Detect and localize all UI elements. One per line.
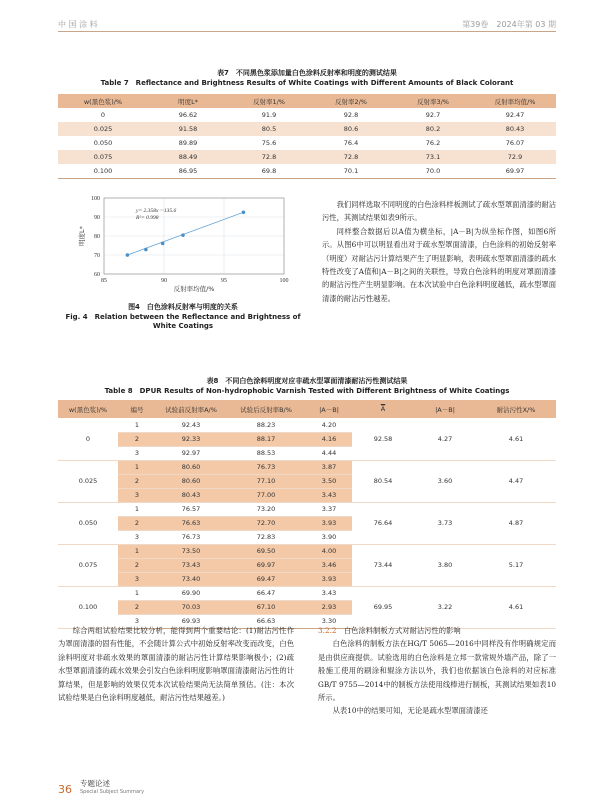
table8-w-cell: 0.100	[58, 586, 118, 628]
table8-header-cell: |A－B|	[414, 400, 476, 418]
table-row	[58, 460, 556, 474]
table8-header-cell: 耐沾污性X/%	[476, 400, 556, 418]
table7-header-cell: 反射率1/%	[228, 94, 310, 108]
table7-cell: 0.100	[58, 164, 148, 178]
table8-cell: 1	[118, 460, 156, 474]
table8-cell: 70.03	[156, 600, 226, 614]
table8-cell: 3.46	[306, 558, 352, 572]
table8-x-cell: 5.17	[476, 544, 556, 586]
paragraph: 综合两组试验结果比较分析，能得到两个重要结论：(1)耐沾污性作为罩面清漆的固有性能，不会随计算公式中初始反射率改变而改变，白色涂料明度对非疏水效果的罩面清漆的耐沾污性计算结果影响极小；(2)疏水型罩面清漆的疏水效果会引发白色涂料明度影响罩面清漆耐沾污性的计算结果，但是影响的效果仅凭本次试验结果尚无法简单预估。(注：本次试验结果是白色涂料明度越低，耐沾污性结果越差。)	[58, 626, 294, 703]
equation-label: y= 2.358x－135.6	[136, 208, 177, 214]
table8-cell: 3	[118, 446, 156, 460]
table8-caption-cn: 表8 不同白色涂料明度对应非疏水型罩面清漆耐沾污性测试结果	[206, 377, 408, 385]
table8-caption-en: Table 8 DPUR Results of Non-hydrophobic Varnish Tested with Different Brightness of White Coatings	[104, 387, 510, 395]
table-row	[58, 544, 556, 558]
table7-cell: 86.95	[148, 164, 228, 178]
table8-cell: 76.57	[156, 502, 226, 516]
table8-avgD-cell: 3.22	[414, 586, 476, 628]
table8-avgA-cell: 92.58	[352, 418, 414, 460]
table8-x-cell: 4.61	[476, 418, 556, 460]
y-tick-label: 100	[91, 196, 100, 202]
table7-cell: 80.6	[310, 122, 392, 136]
table7-caption-cn: 表7 不同黑色浆添加量白色涂料反射率和明度的测试结果	[217, 69, 397, 77]
section-title: 白色涂料制板方式对耐沾污性的影响	[343, 626, 461, 635]
table8-cell: 2	[118, 474, 156, 488]
table8-cell: 4.16	[306, 432, 352, 446]
table8-cell: 3	[118, 488, 156, 502]
table8-w-cell: 0	[58, 418, 118, 460]
table7-cell: 76.07	[505, 139, 525, 147]
table8-cell: 66.63	[226, 614, 306, 628]
table8-cell: 69.47	[226, 572, 306, 586]
y-tick-label: 70	[94, 253, 100, 259]
table8-avgA-cell: 80.54	[352, 460, 414, 502]
table8-cell: 66.47	[226, 586, 306, 600]
table8-cell: 72.70	[226, 516, 306, 530]
running-header	[58, 10, 556, 30]
table8-cell: 3	[118, 572, 156, 586]
x-axis-label: 反射率均值/%	[173, 285, 215, 293]
table7-cell: 69.8	[228, 164, 310, 178]
table-row	[58, 150, 556, 164]
y-tick-label: 80	[94, 234, 100, 240]
table7-header-cell: 反射率2/%	[310, 94, 392, 108]
table8-avgD-cell: 4.27	[414, 418, 476, 460]
table8-cell: 2	[118, 432, 156, 446]
table8-w-cell: 0.075	[58, 544, 118, 586]
table8-x-cell: 4.87	[476, 502, 556, 544]
table7-cell: 80.5	[228, 122, 310, 136]
table8-cell: 76.63	[156, 516, 226, 530]
table8-cell: 2	[118, 558, 156, 572]
table8-cell: 73.40	[156, 572, 226, 586]
table8-cell: 92.33	[156, 432, 226, 446]
footer-subtitle: Special Subject Summary	[80, 789, 145, 795]
table8-avgD-cell: 3.80	[414, 544, 476, 586]
paragraph: 白色涂料的制板方法在HG/T 5065—2016中同样没有作明确规定而是由供应商提供。试验选用的白色涂料是立邦一款常规外墙产品，除了一般施工使用的刷涂和辊涂方法以外，我们也依据该白色涂料的对应标准GB/T 9755—2014中的制板方法使用线棒进行制板，其测试结果如表10所示。	[318, 639, 556, 703]
table8-cell: 3.87	[306, 460, 352, 474]
r2-label: R²= 0.998	[136, 215, 159, 221]
table8-cell: 80.60	[156, 474, 226, 488]
table7-cell: 91.58	[148, 122, 228, 136]
table8-cell: 73.43	[156, 558, 226, 572]
table8-header-cell: 试验前反射率A/%	[156, 400, 226, 418]
data-point	[242, 211, 246, 215]
data-point	[144, 248, 148, 252]
table8-cell: 76.73	[156, 530, 226, 544]
paragraph: 同样整合数据后以A值为横坐标，|A－B|为纵坐标作图，如图6所示。从图6中可以明显看出对于疏水型罩面清漆，白色涂料的初始反射率（明度）对耐沾污计算结果产生了明显影响，表明疏水型罩面清漆的疏水特性改变了A值和|A－B|之间的关联性，导致白色涂料的明度对罩面清漆的耐沾污性产生明显影响。在本次试验中白色涂料明度越低，疏水型罩面清漆的耐沾污性越差。	[322, 226, 556, 303]
x-tick-label: 85	[101, 278, 107, 284]
table-row	[58, 122, 556, 136]
table7-cell: 92.7	[425, 111, 441, 119]
table-row	[58, 108, 556, 122]
table8-w-cell: 0.025	[58, 460, 118, 502]
figure4-caption	[58, 303, 308, 332]
x-tick-label: 90	[161, 278, 167, 284]
table8-header-cell: A̅	[352, 400, 414, 418]
table8-cell: 77.00	[226, 488, 306, 502]
table7-cell: 72.8	[228, 150, 310, 164]
table8	[58, 400, 556, 629]
table7-cell: 80.43	[474, 122, 556, 136]
table8-avgA-cell: 69.95	[352, 586, 414, 628]
table8-caption	[58, 376, 556, 396]
table8-cell: 3.93	[306, 516, 352, 530]
table-row	[58, 586, 556, 600]
section-heading	[318, 624, 556, 637]
table7-cell: 76.2	[425, 139, 441, 147]
table8-cell: 2	[118, 516, 156, 530]
table8-cell: 2	[118, 600, 156, 614]
table8-cell: 88.53	[226, 446, 306, 460]
table8-cell: 2.93	[306, 600, 352, 614]
footer-section	[80, 780, 144, 796]
table7-cell: 88.49	[148, 150, 228, 164]
table8-cell: 80.60	[156, 460, 226, 474]
figure4-caption-en-1: Fig. 4 Relation between the Reflectance and Brightness of	[65, 312, 301, 321]
issue-info: 第39卷 2024年第 03 期	[462, 20, 556, 29]
table8-cell: 92.43	[156, 418, 226, 432]
table7-cell: 70.0	[392, 164, 474, 178]
table8-cell: 88.23	[226, 418, 306, 432]
table8-cell: 1	[118, 502, 156, 516]
table7	[58, 94, 556, 179]
table8-w-cell: 0.050	[58, 502, 118, 544]
paragraph: 我们同样选取不同明度的白色涂料样板测试了疏水型罩面清漆的耐沾污性，其测试结果如表9所示。	[322, 200, 556, 223]
table8-avgA-cell: 73.44	[352, 544, 414, 586]
table7-cell: 76.4	[343, 139, 359, 147]
table7-cell: 96.62	[178, 111, 198, 119]
table8-cell: 3.50	[306, 474, 352, 488]
table8-cell: 1	[118, 544, 156, 558]
table8-cell: 73.50	[156, 544, 226, 558]
table7-cell: 89.89	[178, 139, 198, 147]
table7-header-cell: 明度L*	[148, 94, 228, 108]
table-row	[58, 502, 556, 516]
y-tick-label: 60	[94, 272, 100, 278]
figure4-caption-cn: 图4 白色涂料反射率与明度的关系	[128, 303, 238, 311]
left-column-text	[58, 624, 294, 704]
table8-cell: 69.50	[226, 544, 306, 558]
header-rule	[58, 31, 556, 32]
table7-caption	[58, 68, 556, 88]
table7-cell: 72.8	[310, 150, 392, 164]
table7-cell: 0.025	[58, 122, 148, 136]
journal-name: 中 国 涂 料	[58, 20, 98, 29]
table8-cell: 3	[118, 530, 156, 544]
x-tick-label: 100	[279, 278, 289, 284]
figure4-chart	[64, 190, 304, 298]
table7-cell: 70.1	[310, 164, 392, 178]
paragraph: 从表10中的结果可知，无论是疏水型罩面清漆还	[332, 706, 488, 716]
table8-cell: 3.43	[306, 488, 352, 502]
table7-caption-en: Table 7 Reflectance and Brightness Results of White Coatings with Different Amounts of Black Colorant	[100, 79, 514, 87]
table8-cell: 3.37	[306, 502, 352, 516]
table8-header-cell: 试验后反射率B/%	[226, 400, 306, 418]
section-number: 3.2.2	[318, 626, 337, 635]
table7-cell: 92.8	[343, 111, 359, 119]
table8-cell: 3	[118, 614, 156, 628]
table8-avgA-cell: 76.64	[352, 502, 414, 544]
table8-cell: 3.30	[306, 614, 352, 628]
figure4-caption-en-2: White Coatings	[152, 322, 214, 330]
table8-cell: 92.97	[156, 446, 226, 460]
y-tick-label: 90	[94, 215, 100, 221]
table8-cell: 3.93	[306, 572, 352, 586]
table8-cell: 4.20	[306, 418, 352, 432]
footer-title: 专题论述	[80, 779, 110, 788]
table8-cell: 3.90	[306, 530, 352, 544]
data-point	[126, 253, 130, 257]
table8-header-cell: 编号	[118, 400, 156, 418]
table8-cell: 69.90	[156, 586, 226, 600]
table8-cell: 69.97	[226, 558, 306, 572]
table8-avgD-cell: 3.73	[414, 502, 476, 544]
table7-cell: 69.97	[474, 164, 556, 178]
table-row	[58, 418, 556, 432]
table8-cell: 67.10	[226, 600, 306, 614]
table7-cell: 80.2	[392, 122, 474, 136]
table7-cell: 92.47	[505, 111, 525, 119]
table8-header-cell: |A－B|	[306, 400, 352, 418]
data-point	[161, 242, 165, 246]
y-axis-label: 明度L*	[78, 226, 86, 246]
page-number: 36	[58, 783, 72, 796]
data-point	[181, 233, 185, 237]
table8-x-cell: 4.61	[476, 586, 556, 628]
x-tick-label: 95	[221, 278, 227, 284]
table8-cell: 80.43	[156, 488, 226, 502]
table8-cell: 3.43	[306, 586, 352, 600]
right-column-text-2	[318, 624, 556, 718]
table-row	[58, 136, 556, 150]
table8-cell: 1	[118, 418, 156, 432]
table7-cell: 72.9	[474, 150, 556, 164]
table7-cell: 75.6	[261, 139, 277, 147]
table7-cell: 73.1	[392, 150, 474, 164]
table7-header-cell: w(黑色浆)/%	[58, 94, 148, 108]
table7-cell: 91.9	[261, 111, 277, 119]
right-column-text	[322, 198, 556, 305]
table-row	[58, 164, 556, 178]
table7-header-cell: 反射率3/%	[392, 94, 474, 108]
table7-cell: 0	[100, 111, 106, 119]
table8-cell: 4.44	[306, 446, 352, 460]
table8-cell: 73.20	[226, 502, 306, 516]
table8-avgD-cell: 3.60	[414, 460, 476, 502]
table8-cell: 76.73	[226, 460, 306, 474]
table8-x-cell: 4.47	[476, 460, 556, 502]
table8-cell: 72.83	[226, 530, 306, 544]
table7-cell: 0.050	[93, 139, 113, 147]
table7-header-cell: 反射率均值/%	[474, 94, 556, 108]
table7-cell: 0.075	[58, 150, 148, 164]
table8-cell: 4.00	[306, 544, 352, 558]
table8-cell: 69.93	[156, 614, 226, 628]
table8-cell: 1	[118, 586, 156, 600]
table8-cell: 77.10	[226, 474, 306, 488]
table8-header-cell: w(黑色浆)/%	[58, 400, 118, 418]
table8-cell: 88.17	[226, 432, 306, 446]
